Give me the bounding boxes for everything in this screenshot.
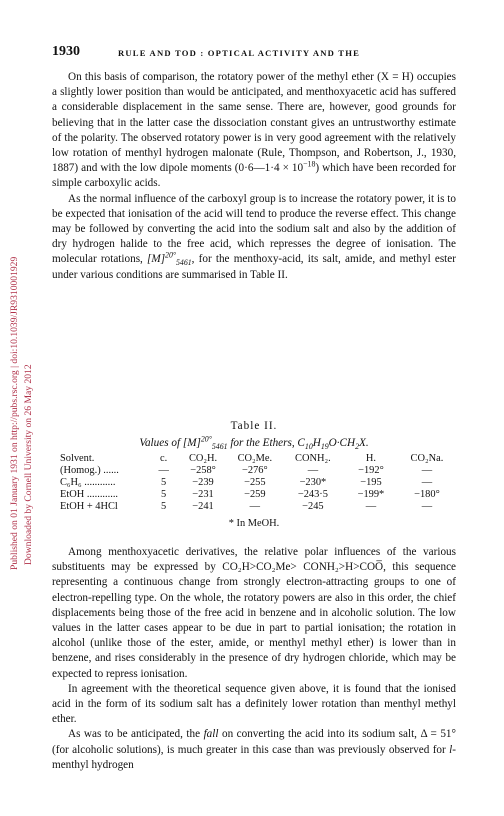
p2-text: As the normal influence of the carboxyl group is to increase the rotatory power, it is to be expected that ionisation of the acid will tend to produce the reverse effect. This change may be followed by converting the acid into the sodium salt and also by the addition of dry hydrogen halide to the free acid, which represses the degree of ionisation. The molecular rotations, bbox=[52, 192, 456, 266]
table-row bbox=[60, 477, 456, 489]
cell: 5 bbox=[161, 477, 167, 488]
body-text-bottom bbox=[52, 545, 456, 773]
rotation-symbol-text: [M] bbox=[147, 253, 166, 266]
p5-text: As was to be anticipated, the bbox=[68, 728, 204, 741]
cell: 5 bbox=[161, 489, 167, 500]
header-co2h: CO₂H. bbox=[188, 453, 218, 464]
header-solvent: Solvent. bbox=[60, 453, 95, 464]
cell: −231 bbox=[192, 489, 214, 500]
cell: — bbox=[365, 501, 377, 512]
cell: −241 bbox=[192, 501, 214, 512]
rotation-temp: 20° bbox=[165, 250, 177, 260]
cell: −199* bbox=[357, 489, 385, 500]
cell: −230* bbox=[299, 477, 327, 488]
p5-text-end: -menthyl hydrogen bbox=[52, 743, 456, 771]
caption-sub: 19 bbox=[320, 442, 329, 452]
cell: −276° bbox=[242, 465, 268, 476]
paragraph-4: In agreement with the theoretical sequence given above, it is found that the ionised acid in the form of its sodium salt has a definitely lower rotation than menthyl methyl ether. bbox=[52, 682, 456, 726]
header-h: H. bbox=[365, 453, 376, 464]
publication-notice: Published on 01 January 1931 on http://pubs.rsc.org | doi:10.1039/JR9310001929 bbox=[9, 256, 20, 570]
p5-prefix: l bbox=[449, 743, 453, 756]
caption-sub: 5461 bbox=[211, 442, 228, 452]
cell: −192° bbox=[358, 465, 384, 476]
cell: — bbox=[307, 465, 319, 476]
cell: −239 bbox=[192, 477, 214, 488]
header-conh2: CONH₂. bbox=[295, 453, 331, 464]
caption-part: Values of [M] bbox=[139, 437, 201, 449]
table-caption bbox=[52, 434, 456, 452]
page-header bbox=[52, 44, 456, 60]
cell: −195 bbox=[360, 477, 382, 488]
header-co2me: CO₂Me. bbox=[237, 453, 273, 464]
cell: — bbox=[421, 477, 433, 488]
cell: — bbox=[158, 465, 169, 476]
cell: −180° bbox=[414, 489, 440, 500]
cell: −259 bbox=[244, 489, 266, 500]
cell: 5 bbox=[161, 501, 167, 512]
p2-text-end: , for the menthoxy-acid, its salt, amide, and methyl ester under various conditions are summarised in Table II. bbox=[52, 253, 456, 281]
table-row bbox=[60, 501, 456, 513]
page-number: 1930 bbox=[52, 44, 80, 59]
cell: C₆H₆ ............ bbox=[60, 477, 116, 488]
caption-part: X. bbox=[359, 437, 369, 449]
paragraph-5 bbox=[52, 727, 456, 773]
caption-sub: 2 bbox=[355, 442, 359, 452]
paragraph-2 bbox=[52, 192, 456, 283]
running-title: RULE AND TOD : OPTICAL ACTIVITY AND THE bbox=[118, 48, 361, 58]
cell: — bbox=[421, 501, 433, 512]
caption-part: for the Ethers, C bbox=[227, 437, 305, 449]
cell: −243·5 bbox=[297, 489, 328, 500]
table-row bbox=[60, 465, 456, 477]
table-title: Table II. bbox=[230, 420, 278, 432]
caption-sup: 20° bbox=[200, 434, 212, 444]
download-sidebar bbox=[2, 110, 38, 570]
rotation-table bbox=[60, 453, 456, 513]
cell: −255 bbox=[244, 477, 266, 488]
cell: — bbox=[421, 465, 433, 476]
cell: — bbox=[249, 501, 261, 512]
download-notice: Downloaded by Cornell University on 26 May 2012 bbox=[23, 364, 34, 565]
caption-part: O·CH bbox=[328, 437, 356, 449]
table-header-row bbox=[60, 453, 456, 465]
p1-exponent: −18 bbox=[303, 159, 316, 169]
paragraph-3: Among menthoxyacetic derivatives, the relative polar influences of the various substituents may be expressed by CO₂H>CO₂Me> CONH₂>H>COO̅, this sequence representing a continuous change from strongly electron-attracting groups to one of electron-repelling type. On the whole, the rotatory powers are also in this order, the chief displacements being those of the free acid in benzene and in alcoholic solution. The low values in the latter cases appear to be due in part to partial ionisation; the rotation in alcohol (unlike those of the ester, amide, or menthyl methyl ether) is lower than in benzene, and rises considerably in the presence of dry hydrogen chloride, which may be expected to repress ionisation. bbox=[52, 546, 456, 680]
rotation-wavelength: 5461 bbox=[176, 258, 192, 268]
cell: −258° bbox=[190, 465, 216, 476]
caption-sub: 10 bbox=[304, 442, 313, 452]
p5-text-mid: on converting the acid into its sodium salt, Δ = 51° (for alcoholic solutions), is much greater in this case than was previously observed for bbox=[52, 728, 456, 756]
body-text-top bbox=[52, 70, 456, 283]
table-row bbox=[60, 489, 456, 501]
p5-emphasis: fall bbox=[203, 728, 219, 741]
cell: −245 bbox=[302, 501, 324, 512]
table-footnote: * In MeOH. bbox=[228, 518, 280, 529]
header-c: c. bbox=[160, 453, 168, 464]
cell: EtOH ............ bbox=[60, 489, 119, 500]
cell: EtOH + 4HCl bbox=[60, 501, 118, 512]
paragraph-1 bbox=[52, 70, 456, 192]
caption-part: H bbox=[312, 437, 321, 449]
header-co2na: CO₂Na. bbox=[410, 453, 444, 464]
p1-text: On this basis of comparison, the rotatory power of the methyl ether (X = H) occupies a slightly lower position than would be anticipated, and menthoxyacetic acid has suffered a considerable displacement in the same sense. There are, however, good grounds for believing that in the latter case the dissociation constant gives an untrustworthy estimate of the polarity. The observed rotatory power is in very good agreement with the relatively low rotation of menthyl hydrogen malonate (Rule, Thompson, and Robertson, J., 1930, 1887) and with the low dipole moments (0·6—1·4 × 10 bbox=[52, 71, 456, 175]
rotation-symbol bbox=[147, 250, 192, 268]
cell: (Homog.) ...... bbox=[60, 465, 119, 476]
p1-text-end: ) which have been recorded for simple carboxylic acids. bbox=[52, 162, 456, 190]
